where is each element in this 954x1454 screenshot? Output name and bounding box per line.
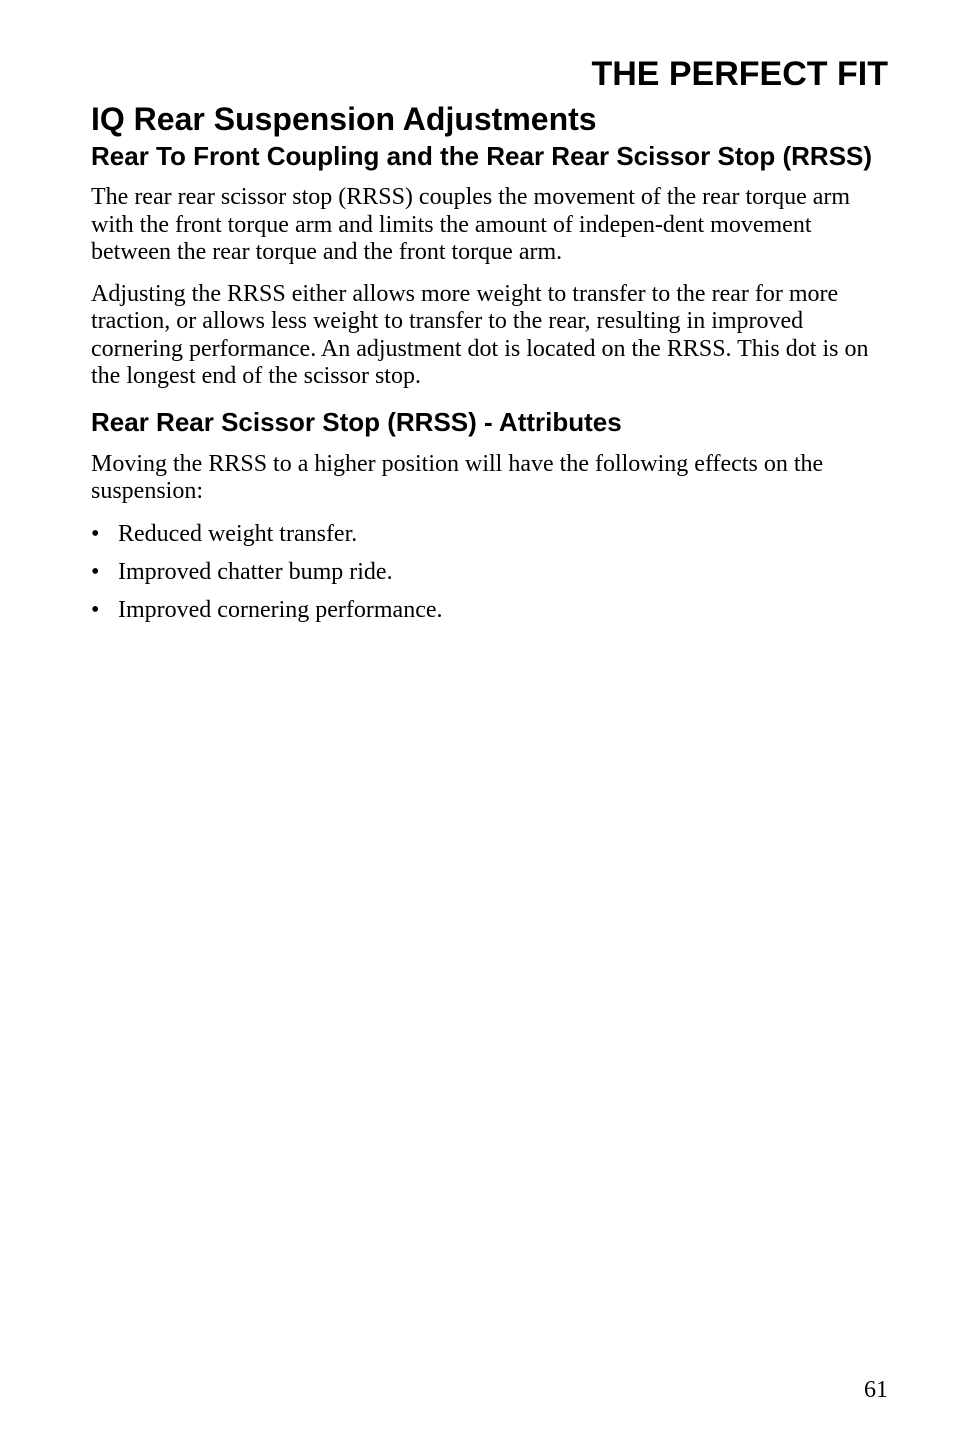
document-page [91, 54, 888, 634]
list-item-text: Improved chatter bump ride. [118, 558, 393, 585]
list-item-text: Improved cornering performance. [118, 596, 443, 623]
bullet-icon: • [91, 596, 100, 623]
paragraph-rrss-adjusting: Adjusting the RRSS either allows more weight to transfer to the rear for more traction, or allows less weight to transfer to the rear, resulting in improved cornering performance. An adjustment dot is located on the RRSS. This dot is on the longest end of the scissor stop. [91, 280, 869, 389]
subheading-coupling: Rear To Front Coupling and the Rear Rear Scissor Stop (RRSS) [91, 141, 873, 171]
effects-list [91, 520, 888, 624]
bullet-icon: • [91, 520, 100, 547]
paragraph-rrss-description: The rear rear scissor stop (RRSS) couples the movement of the rear torque arm with the front torque arm and limits the amount of indepen-dent movement between the rear torque and the front torque arm. [91, 184, 851, 265]
page-heading: IQ Rear Suspension Adjustments [91, 101, 597, 137]
subheading-attributes: Rear Rear Scissor Stop (RRSS) - Attributes [91, 406, 622, 437]
section-title: THE PERFECT FIT [591, 55, 888, 93]
list-item [91, 558, 888, 586]
list-item [91, 520, 888, 548]
list-item-text: Reduced weight transfer. [118, 520, 358, 547]
list-item [91, 596, 888, 624]
bullet-icon: • [91, 558, 100, 585]
page-number: 61 [864, 1377, 888, 1403]
paragraph-attributes-intro: Moving the RRSS to a higher position will have the following effects on the suspension: [91, 450, 824, 504]
